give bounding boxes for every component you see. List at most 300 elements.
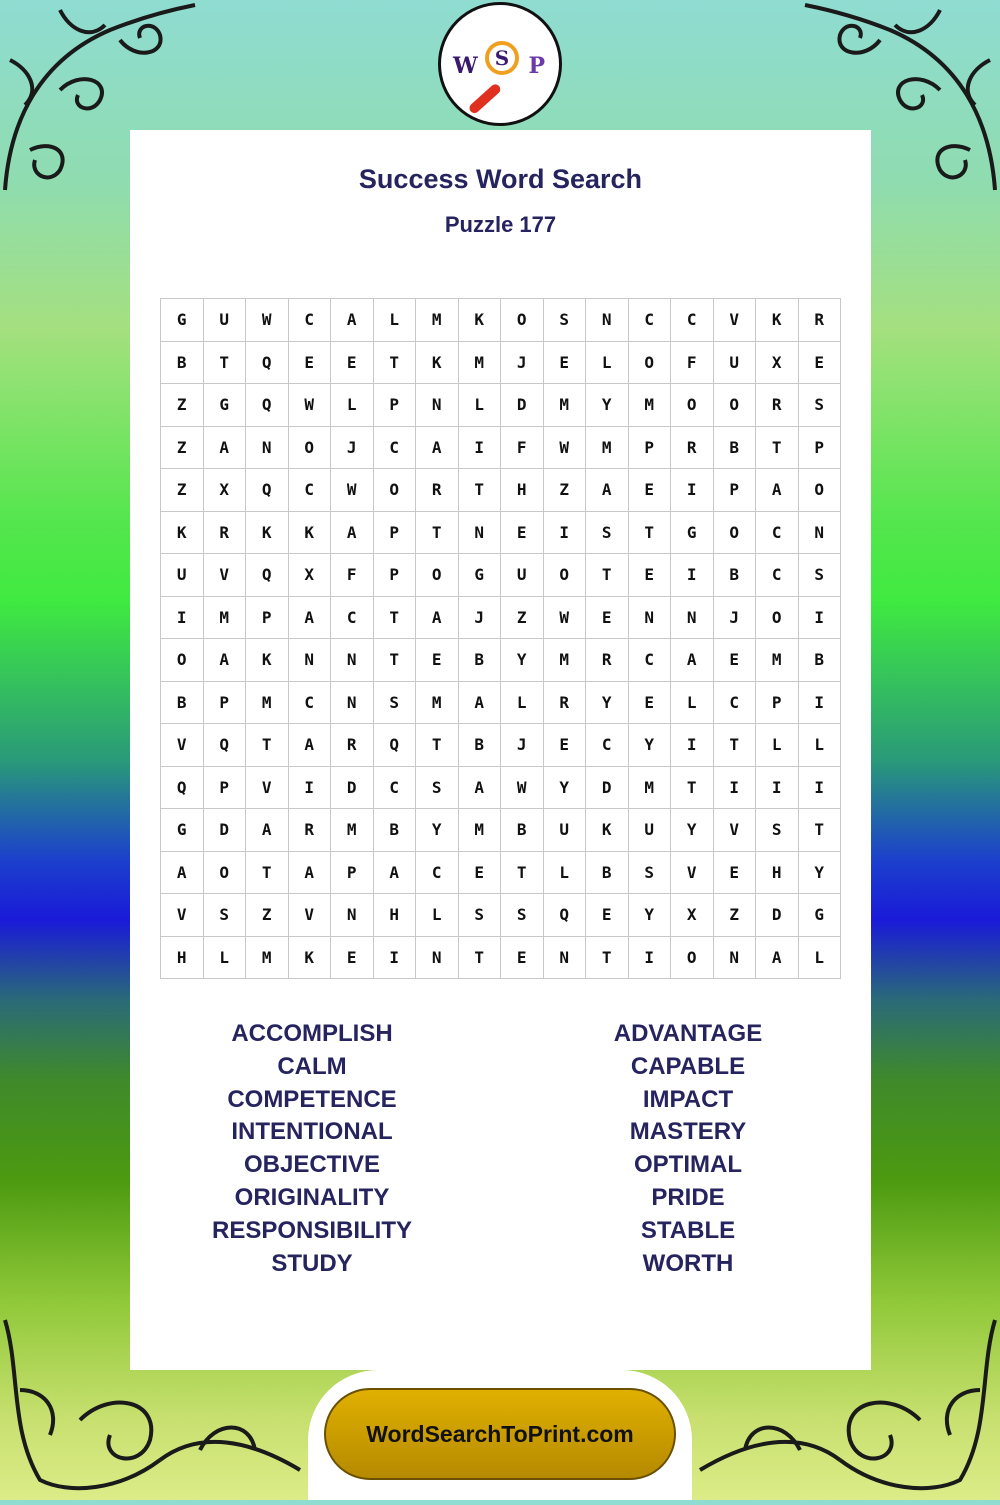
word-item: COMPETENCE <box>227 1085 397 1113</box>
grid-cell[interactable]: A <box>458 681 501 724</box>
grid-cell[interactable]: I <box>543 511 586 554</box>
grid-cell[interactable]: T <box>373 639 416 682</box>
grid-cell[interactable]: M <box>416 299 459 342</box>
grid-cell[interactable]: A <box>288 851 331 894</box>
grid-cell[interactable]: D <box>331 766 374 809</box>
grid-cell[interactable]: R <box>756 384 799 427</box>
grid-cell[interactable]: O <box>798 469 841 512</box>
grid-cell[interactable]: P <box>373 511 416 554</box>
grid-cell[interactable]: W <box>543 426 586 469</box>
grid-cell[interactable]: K <box>586 809 629 852</box>
grid-cell[interactable]: B <box>458 724 501 767</box>
grid-cell[interactable]: N <box>416 384 459 427</box>
grid-cell[interactable]: B <box>713 554 756 597</box>
grid-cell[interactable]: M <box>628 384 671 427</box>
grid-cell[interactable]: N <box>798 511 841 554</box>
grid-cell[interactable]: H <box>501 469 544 512</box>
grid-cell[interactable]: S <box>203 894 246 937</box>
grid-cell[interactable]: N <box>713 936 756 979</box>
grid-cell[interactable]: E <box>713 639 756 682</box>
letter-grid <box>160 298 841 979</box>
grid-cell[interactable]: Q <box>246 384 289 427</box>
grid-cell[interactable]: C <box>586 724 629 767</box>
grid-cell[interactable]: C <box>756 511 799 554</box>
grid-cell[interactable]: Z <box>246 894 289 937</box>
grid-cell[interactable]: I <box>713 766 756 809</box>
grid-cell[interactable]: E <box>416 639 459 682</box>
grid-cell[interactable]: E <box>543 341 586 384</box>
grid-cell[interactable]: J <box>458 596 501 639</box>
grid-row <box>161 384 841 427</box>
word-item: PRIDE <box>651 1183 725 1211</box>
grid-cell[interactable]: Q <box>373 724 416 767</box>
grid-cell[interactable]: X <box>756 341 799 384</box>
grid-cell[interactable]: L <box>671 681 714 724</box>
grid-cell[interactable]: N <box>628 596 671 639</box>
grid-cell[interactable]: T <box>458 936 501 979</box>
grid-cell[interactable]: E <box>458 851 501 894</box>
grid-cell[interactable]: U <box>713 341 756 384</box>
grid-row <box>161 766 841 809</box>
grid-cell[interactable]: Q <box>246 341 289 384</box>
grid-cell[interactable]: R <box>288 809 331 852</box>
grid-cell[interactable]: S <box>416 766 459 809</box>
grid-cell[interactable]: M <box>458 809 501 852</box>
grid-cell[interactable]: O <box>756 596 799 639</box>
grid-cell[interactable]: A <box>416 426 459 469</box>
grid-cell[interactable]: O <box>161 639 204 682</box>
grid-cell[interactable]: L <box>543 851 586 894</box>
grid-cell[interactable]: M <box>203 596 246 639</box>
grid-cell[interactable]: H <box>756 851 799 894</box>
grid-cell[interactable]: K <box>458 299 501 342</box>
grid-cell[interactable]: G <box>671 511 714 554</box>
grid-row <box>161 894 841 937</box>
grid-cell[interactable]: F <box>331 554 374 597</box>
grid-cell[interactable]: O <box>288 426 331 469</box>
grid-cell[interactable]: I <box>756 766 799 809</box>
grid-cell[interactable]: A <box>671 639 714 682</box>
grid-cell[interactable]: R <box>203 511 246 554</box>
grid-cell[interactable]: Y <box>543 766 586 809</box>
grid-cell[interactable]: A <box>203 639 246 682</box>
grid-cell[interactable]: C <box>671 299 714 342</box>
grid-cell[interactable]: Z <box>161 469 204 512</box>
grid-cell[interactable]: S <box>798 384 841 427</box>
grid-cell[interactable]: D <box>501 384 544 427</box>
grid-cell[interactable]: Y <box>416 809 459 852</box>
grid-cell[interactable]: V <box>671 851 714 894</box>
grid-cell[interactable]: U <box>161 554 204 597</box>
grid-cell[interactable]: B <box>373 809 416 852</box>
grid-cell[interactable]: B <box>713 426 756 469</box>
grid-cell[interactable]: J <box>713 596 756 639</box>
grid-cell[interactable]: T <box>586 554 629 597</box>
grid-cell[interactable]: L <box>458 384 501 427</box>
grid-cell[interactable]: U <box>628 809 671 852</box>
grid-cell[interactable]: O <box>373 469 416 512</box>
grid-cell[interactable]: P <box>203 766 246 809</box>
grid-cell[interactable]: Y <box>628 894 671 937</box>
grid-cell[interactable]: O <box>671 384 714 427</box>
grid-cell[interactable]: X <box>203 469 246 512</box>
grid-row <box>161 426 841 469</box>
logo-letter-p: P <box>528 53 545 79</box>
grid-cell[interactable]: E <box>543 724 586 767</box>
grid-cell[interactable]: T <box>756 426 799 469</box>
grid-cell[interactable]: G <box>798 894 841 937</box>
grid-cell[interactable]: S <box>373 681 416 724</box>
grid-cell[interactable]: M <box>543 384 586 427</box>
grid-cell[interactable]: T <box>628 511 671 554</box>
grid-cell[interactable]: N <box>331 894 374 937</box>
grid-cell[interactable]: O <box>628 341 671 384</box>
grid-cell[interactable]: L <box>203 936 246 979</box>
grid-cell[interactable]: N <box>543 936 586 979</box>
grid-cell[interactable]: Z <box>501 596 544 639</box>
grid-cell[interactable]: C <box>288 299 331 342</box>
grid-cell[interactable]: P <box>331 851 374 894</box>
grid-cell[interactable]: P <box>373 554 416 597</box>
word-list-right <box>538 1018 838 1280</box>
grid-cell[interactable]: W <box>543 596 586 639</box>
grid-cell[interactable]: Q <box>543 894 586 937</box>
puzzle-sheet <box>130 130 871 1370</box>
grid-cell[interactable]: M <box>246 936 289 979</box>
word-item: CAPABLE <box>630 1052 746 1080</box>
grid-cell[interactable]: T <box>246 851 289 894</box>
grid-cell[interactable]: L <box>373 299 416 342</box>
grid-cell[interactable]: Q <box>246 554 289 597</box>
grid-cell[interactable]: P <box>798 426 841 469</box>
grid-cell[interactable]: Z <box>543 469 586 512</box>
grid-cell[interactable]: E <box>331 341 374 384</box>
grid-cell[interactable]: C <box>628 299 671 342</box>
grid-cell[interactable]: A <box>756 936 799 979</box>
grid-cell[interactable]: A <box>203 426 246 469</box>
grid-cell[interactable]: I <box>628 936 671 979</box>
grid-cell[interactable]: Q <box>203 724 246 767</box>
grid-cell[interactable]: W <box>246 299 289 342</box>
grid-cell[interactable]: I <box>671 469 714 512</box>
grid-cell[interactable]: T <box>373 341 416 384</box>
grid-cell[interactable]: U <box>543 809 586 852</box>
grid-cell[interactable]: I <box>798 766 841 809</box>
grid-cell[interactable]: B <box>501 809 544 852</box>
grid-cell[interactable]: I <box>798 681 841 724</box>
grid-cell[interactable]: V <box>713 299 756 342</box>
grid-cell[interactable]: C <box>628 639 671 682</box>
grid-cell[interactable]: I <box>671 554 714 597</box>
grid-cell[interactable]: I <box>373 936 416 979</box>
grid-cell[interactable]: I <box>798 596 841 639</box>
grid-cell[interactable]: T <box>713 724 756 767</box>
grid-cell[interactable]: T <box>671 766 714 809</box>
grid-cell[interactable]: T <box>246 724 289 767</box>
grid-cell[interactable]: V <box>288 894 331 937</box>
grid-cell[interactable]: A <box>288 596 331 639</box>
grid-cell[interactable]: W <box>288 384 331 427</box>
grid-cell[interactable]: M <box>246 681 289 724</box>
grid-cell[interactable]: V <box>246 766 289 809</box>
puzzle-number: Puzzle 177 <box>444 212 557 237</box>
word-item: STABLE <box>640 1216 736 1244</box>
grid-cell[interactable]: I <box>671 724 714 767</box>
word-item: ADVANTAGE <box>613 1020 763 1047</box>
grid-cell[interactable]: L <box>501 681 544 724</box>
word-item: MASTERY <box>629 1118 747 1146</box>
word-item: IMPACT <box>642 1085 734 1113</box>
word-item: INTENTIONAL <box>231 1118 393 1146</box>
grid-cell[interactable]: E <box>586 894 629 937</box>
grid-cell[interactable]: C <box>756 554 799 597</box>
grid-cell[interactable]: Y <box>628 724 671 767</box>
magnifier-icon: S <box>485 41 519 75</box>
grid-cell[interactable]: D <box>586 766 629 809</box>
grid-cell[interactable]: N <box>288 639 331 682</box>
grid-row <box>161 936 841 979</box>
grid-cell[interactable]: M <box>543 639 586 682</box>
magnifier-handle-icon <box>467 82 502 115</box>
word-item: STUDY <box>271 1249 353 1277</box>
grid-cell[interactable]: A <box>586 469 629 512</box>
grid-cell[interactable]: E <box>288 341 331 384</box>
grid-cell[interactable]: O <box>713 511 756 554</box>
grid-cell[interactable]: S <box>756 809 799 852</box>
grid-cell[interactable]: N <box>331 639 374 682</box>
grid-cell[interactable]: E <box>798 341 841 384</box>
grid-cell[interactable]: O <box>671 936 714 979</box>
grid-row <box>161 299 841 342</box>
grid-cell[interactable]: Y <box>501 639 544 682</box>
word-list-left <box>162 1018 462 1280</box>
grid-cell[interactable]: T <box>416 511 459 554</box>
grid-cell[interactable]: J <box>501 341 544 384</box>
grid-cell[interactable]: T <box>458 469 501 512</box>
grid-cell[interactable]: L <box>416 894 459 937</box>
grid-cell[interactable]: B <box>161 681 204 724</box>
grid-cell[interactable]: X <box>288 554 331 597</box>
word-item: CALM <box>277 1052 347 1080</box>
grid-cell[interactable]: P <box>246 596 289 639</box>
grid-cell[interactable]: M <box>586 426 629 469</box>
grid-cell[interactable]: S <box>543 299 586 342</box>
grid-cell[interactable]: F <box>501 426 544 469</box>
grid-cell[interactable]: C <box>288 681 331 724</box>
grid-cell[interactable]: U <box>501 554 544 597</box>
grid-cell[interactable]: R <box>798 299 841 342</box>
grid-cell[interactable]: M <box>416 681 459 724</box>
grid-cell[interactable]: X <box>671 894 714 937</box>
grid-cell[interactable]: K <box>288 511 331 554</box>
grid-cell[interactable]: E <box>586 596 629 639</box>
grid-cell[interactable]: C <box>288 469 331 512</box>
grid-cell[interactable]: O <box>416 554 459 597</box>
grid-cell[interactable]: T <box>373 596 416 639</box>
grid-cell[interactable]: B <box>586 851 629 894</box>
grid-cell[interactable]: S <box>501 894 544 937</box>
grid-cell[interactable]: E <box>628 681 671 724</box>
grid-cell[interactable]: Q <box>161 766 204 809</box>
grid-cell[interactable]: L <box>756 724 799 767</box>
grid-row <box>161 511 841 554</box>
grid-cell[interactable]: O <box>501 299 544 342</box>
grid-cell[interactable]: K <box>416 341 459 384</box>
word-item: ACCOMPLISH <box>231 1020 393 1047</box>
grid-cell[interactable]: T <box>416 724 459 767</box>
grid-cell[interactable]: R <box>416 469 459 512</box>
grid-cell[interactable]: A <box>161 851 204 894</box>
grid-row <box>161 851 841 894</box>
grid-cell[interactable]: L <box>331 384 374 427</box>
grid-cell[interactable]: O <box>713 384 756 427</box>
grid-cell[interactable]: N <box>416 936 459 979</box>
grid-cell[interactable]: P <box>203 681 246 724</box>
grid-cell[interactable]: T <box>798 809 841 852</box>
grid-cell[interactable]: Y <box>586 384 629 427</box>
grid-cell[interactable]: T <box>586 936 629 979</box>
grid-row <box>161 341 841 384</box>
grid-cell[interactable]: K <box>246 511 289 554</box>
grid-cell[interactable]: T <box>203 341 246 384</box>
grid-cell[interactable]: B <box>458 639 501 682</box>
grid-cell[interactable]: C <box>416 851 459 894</box>
grid-cell[interactable]: N <box>671 596 714 639</box>
grid-cell[interactable]: A <box>373 851 416 894</box>
grid-cell[interactable]: I <box>458 426 501 469</box>
grid-cell[interactable]: W <box>331 469 374 512</box>
grid-cell[interactable]: U <box>203 299 246 342</box>
grid-cell[interactable]: Y <box>671 809 714 852</box>
grid-cell[interactable]: Y <box>586 681 629 724</box>
grid-cell[interactable]: E <box>331 936 374 979</box>
grid-cell[interactable]: N <box>458 511 501 554</box>
grid-cell[interactable]: M <box>331 809 374 852</box>
grid-cell[interactable]: A <box>416 596 459 639</box>
grid-cell[interactable]: R <box>586 639 629 682</box>
grid-row <box>161 469 841 512</box>
grid-row <box>161 681 841 724</box>
grid-cell[interactable]: N <box>586 299 629 342</box>
grid-cell[interactable]: B <box>161 341 204 384</box>
grid-cell[interactable]: V <box>161 894 204 937</box>
grid-cell[interactable]: P <box>628 426 671 469</box>
grid-cell[interactable]: L <box>798 936 841 979</box>
grid-cell[interactable]: E <box>501 936 544 979</box>
grid-cell[interactable]: C <box>713 681 756 724</box>
grid-cell[interactable]: Z <box>161 426 204 469</box>
website-link-button[interactable]: WordSearchToPrint.com <box>324 1388 676 1480</box>
grid-row <box>161 639 841 682</box>
grid-cell[interactable]: G <box>161 809 204 852</box>
grid-cell[interactable]: K <box>161 511 204 554</box>
grid-cell[interactable]: M <box>756 639 799 682</box>
grid-cell[interactable]: Y <box>798 851 841 894</box>
grid-cell[interactable]: E <box>713 851 756 894</box>
grid-cell[interactable]: T <box>501 851 544 894</box>
grid-cell[interactable]: A <box>458 766 501 809</box>
grid-cell[interactable]: V <box>713 809 756 852</box>
grid-cell[interactable]: Z <box>161 384 204 427</box>
grid-cell[interactable]: A <box>756 469 799 512</box>
grid-cell[interactable]: N <box>246 426 289 469</box>
grid-cell[interactable]: E <box>628 554 671 597</box>
grid-cell[interactable]: O <box>543 554 586 597</box>
grid-cell[interactable]: S <box>798 554 841 597</box>
grid-row <box>161 596 841 639</box>
grid-cell[interactable]: G <box>458 554 501 597</box>
grid-cell[interactable]: C <box>373 766 416 809</box>
grid-cell[interactable]: F <box>671 341 714 384</box>
word-item: OPTIMAL <box>634 1151 742 1179</box>
word-item: RESPONSIBILITY <box>211 1216 413 1244</box>
grid-cell[interactable]: V <box>203 554 246 597</box>
grid-cell[interactable]: G <box>161 299 204 342</box>
grid-cell[interactable]: O <box>203 851 246 894</box>
grid-cell[interactable]: I <box>288 766 331 809</box>
site-logo[interactable] <box>438 2 562 126</box>
grid-cell[interactable]: G <box>203 384 246 427</box>
grid-cell[interactable]: H <box>373 894 416 937</box>
grid-cell[interactable]: I <box>161 596 204 639</box>
grid-cell[interactable]: H <box>161 936 204 979</box>
grid-cell[interactable]: A <box>288 724 331 767</box>
grid-cell[interactable]: P <box>713 469 756 512</box>
grid-cell[interactable]: E <box>501 511 544 554</box>
word-item: WORTH <box>642 1249 734 1277</box>
grid-cell[interactable]: R <box>671 426 714 469</box>
word-item: OBJECTIVE <box>243 1151 381 1179</box>
grid-cell[interactable]: A <box>331 299 374 342</box>
grid-cell[interactable]: R <box>331 724 374 767</box>
grid-cell[interactable]: D <box>203 809 246 852</box>
grid-cell[interactable]: L <box>586 341 629 384</box>
grid-cell[interactable]: K <box>246 639 289 682</box>
grid-cell[interactable]: J <box>501 724 544 767</box>
grid-cell[interactable]: A <box>331 511 374 554</box>
grid-row <box>161 554 841 597</box>
grid-cell[interactable]: K <box>288 936 331 979</box>
grid-cell[interactable]: Q <box>246 469 289 512</box>
grid-cell[interactable]: R <box>543 681 586 724</box>
grid-cell[interactable]: W <box>501 766 544 809</box>
grid-cell[interactable]: P <box>373 384 416 427</box>
grid-cell[interactable]: J <box>331 426 374 469</box>
grid-cell[interactable]: E <box>628 469 671 512</box>
grid-cell[interactable]: S <box>628 851 671 894</box>
grid-cell[interactable]: C <box>331 596 374 639</box>
grid-cell[interactable]: A <box>246 809 289 852</box>
grid-cell[interactable]: L <box>798 724 841 767</box>
grid-cell[interactable]: M <box>458 341 501 384</box>
word-item: ORIGINALITY <box>234 1183 390 1211</box>
grid-cell[interactable]: K <box>756 299 799 342</box>
grid-cell[interactable]: B <box>798 639 841 682</box>
grid-cell[interactable]: D <box>756 894 799 937</box>
grid-row <box>161 809 841 852</box>
page-title: Success Word Search <box>358 164 643 194</box>
grid-cell[interactable]: P <box>756 681 799 724</box>
grid-cell[interactable]: S <box>586 511 629 554</box>
logo-letter-w: W <box>453 53 478 79</box>
grid-cell[interactable]: V <box>161 724 204 767</box>
grid-cell[interactable]: M <box>628 766 671 809</box>
grid-cell[interactable]: Z <box>713 894 756 937</box>
grid-cell[interactable]: N <box>331 681 374 724</box>
grid-row <box>161 724 841 767</box>
grid-cell[interactable]: C <box>373 426 416 469</box>
grid-cell[interactable]: S <box>458 894 501 937</box>
